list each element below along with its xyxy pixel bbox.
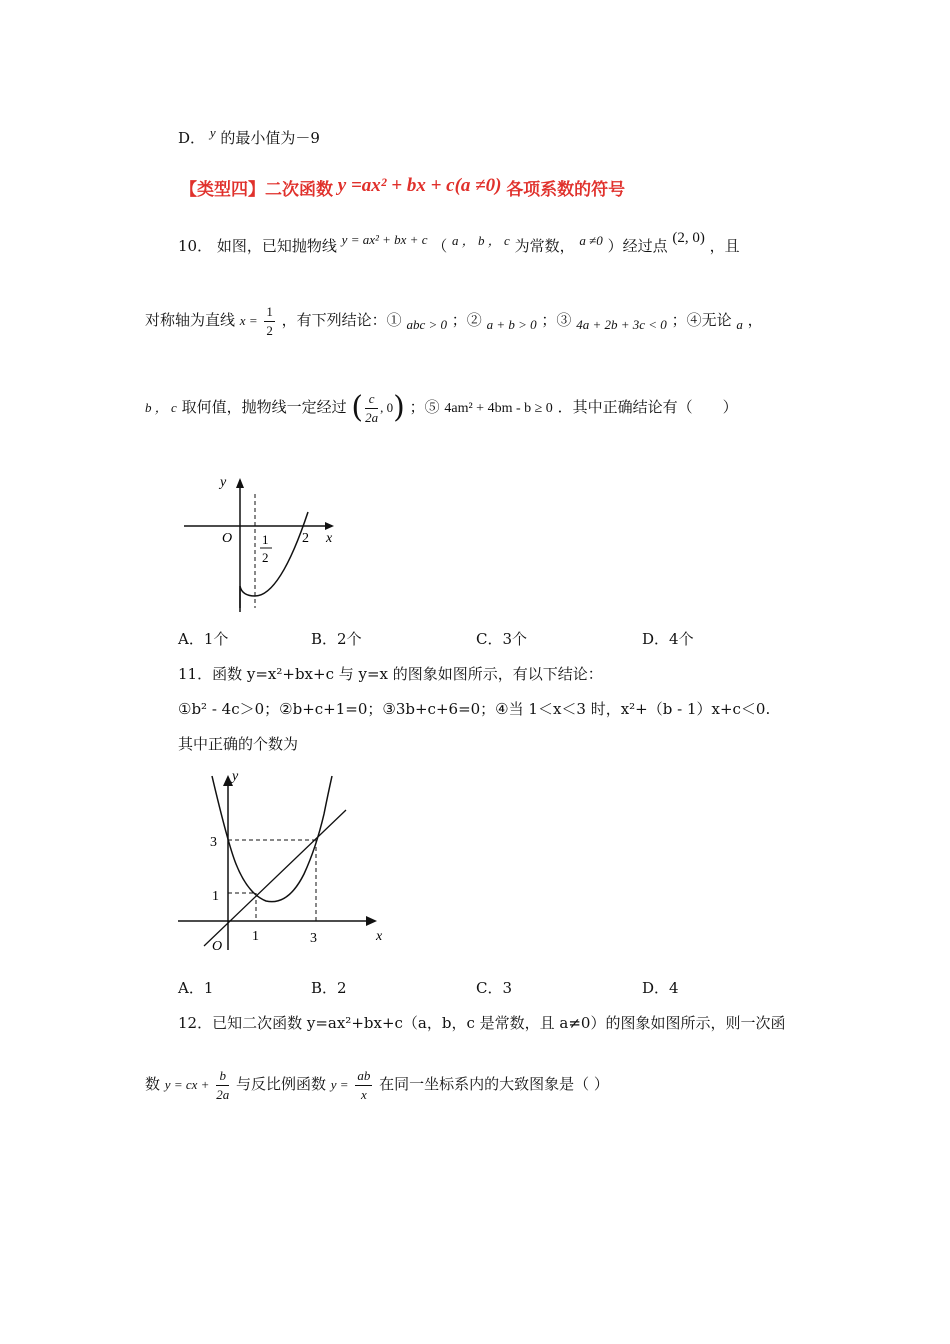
- x-label: x: [376, 929, 383, 944]
- conclusion-5: 4am² + 4bm - b ≥ 0: [444, 401, 553, 416]
- frac-num: ab: [355, 1067, 372, 1086]
- x-label: x: [326, 531, 333, 546]
- constants-vars: a ， b ， c: [452, 233, 510, 248]
- q12-text: 数: [145, 1075, 161, 1093]
- paren-left: (: [351, 390, 364, 425]
- y-label: y: [220, 475, 227, 490]
- q10-text: ，: [747, 311, 763, 329]
- q12-text: 与反比例函数: [235, 1075, 326, 1093]
- section-suffix: 各项系数的符号: [506, 180, 626, 200]
- q10-text: ，有下列结论：①: [281, 311, 402, 329]
- a-nonzero: a ≠0: [579, 233, 603, 248]
- q12-line1: 12．已知二次函数 y=ax²+bx+c（a，b，c 是常数，且 a≠0）的图象如图所示，则一次函: [178, 1014, 786, 1032]
- q9-option-d: [178, 125, 320, 149]
- fraction-c-2a: [365, 390, 378, 427]
- frac-den: 2: [266, 322, 273, 338]
- option-letter: D．: [178, 129, 206, 147]
- option-text: 的最小值为－9: [220, 129, 320, 147]
- x1-label: 1: [252, 929, 259, 944]
- q10-option-d[interactable]: D．4个: [642, 630, 694, 648]
- x-axis-arrow: [325, 522, 334, 530]
- two-label: 2: [302, 531, 309, 546]
- q10-text: ；⑤: [409, 398, 440, 416]
- paren-right: ): [393, 390, 405, 425]
- q11-function-graph: [176, 764, 396, 956]
- fraction-ab-x: [355, 1067, 372, 1104]
- frac-num: 1: [264, 303, 275, 322]
- q10-text: ；④无论: [671, 311, 732, 329]
- section-title: [180, 176, 625, 204]
- inverse-formula-lhs: y =: [330, 1077, 349, 1092]
- q10-text: 如图，已知抛物线: [216, 237, 337, 255]
- q10-text: 对称轴为直线: [145, 311, 236, 329]
- question-number: 10．: [178, 237, 213, 255]
- linear-formula: y = cx +: [164, 1077, 210, 1092]
- q10-line2: [145, 298, 763, 343]
- q11-option-b[interactable]: B．2: [311, 979, 347, 997]
- fraction-half: [264, 303, 275, 340]
- q10-option-c[interactable]: C．3个: [476, 630, 528, 648]
- half-num-label: 1: [262, 532, 269, 547]
- q11-line1: 11．函数 y=x²+bx+c 与 y=x 的图象如图所示，有以下结论：: [178, 665, 603, 683]
- x-axis-arrow: [366, 916, 377, 926]
- section-prefix: 【类型四】二次函数: [180, 180, 333, 200]
- q12-line2: [145, 1062, 609, 1107]
- y3-label: 3: [210, 835, 217, 850]
- q12-text: 在同一坐标系内的大致图象是（ ）: [379, 1075, 609, 1093]
- option-var: y: [209, 125, 216, 140]
- q10-line1: [178, 230, 740, 259]
- conclusion-3: 4a + 2b + 3c < 0: [576, 317, 667, 332]
- q10-text: ，且: [709, 237, 740, 255]
- q11-line2: ①b² - 4c＞0；②b+c+1=0；③3b+c+6=0；④当 1＜x＜3 时，x²+（b - 1）x+c＜0.: [178, 700, 771, 718]
- section-formula: y =ax² + bx + c(a ≠0): [337, 175, 502, 196]
- axis-x: x =: [239, 313, 258, 328]
- q10-text: ）经过点: [607, 237, 668, 255]
- half-den-label: 2: [262, 550, 269, 565]
- parabola-formula: y = ax² + bx + c: [341, 232, 428, 247]
- q10-line3: [145, 384, 738, 432]
- x3-label: 3: [310, 931, 317, 946]
- q11-option-c[interactable]: C．3: [476, 979, 513, 997]
- point-tail: , 0: [380, 400, 394, 415]
- conclusion-4-var: a: [736, 317, 743, 332]
- vars-bc: b ， c: [145, 400, 177, 415]
- origin-label: O: [212, 939, 223, 954]
- frac-num: b: [216, 1067, 229, 1086]
- conclusion-2: a + b > 0: [486, 317, 537, 332]
- frac-den: 2a: [365, 409, 379, 425]
- frac-den: x: [360, 1086, 367, 1102]
- q11-option-d[interactable]: D．4: [642, 979, 679, 997]
- q10-text: ；③: [541, 311, 572, 329]
- q10-text: ．其中正确结论有（ ）: [557, 398, 738, 416]
- q10-text: 取何值，抛物线一定经过: [181, 398, 347, 416]
- y1-label: 1: [212, 889, 219, 904]
- frac-num: c: [365, 390, 378, 409]
- parabola-curve: [212, 776, 332, 902]
- origin-label: O: [222, 531, 233, 546]
- frac-den: 2a: [216, 1086, 230, 1102]
- q10-text: 为常数，: [514, 237, 575, 255]
- point-coords: (2, 0): [672, 230, 705, 246]
- q11-option-a[interactable]: A．1: [178, 979, 214, 997]
- q10-option-a[interactable]: A．1个: [178, 630, 229, 648]
- q11-line3: 其中正确的个数为: [178, 735, 299, 753]
- y-axis-arrow: [236, 478, 244, 488]
- q10-parabola-graph: [180, 470, 350, 620]
- q10-text: （: [432, 237, 448, 255]
- y-label: y: [232, 769, 239, 784]
- fraction-b-2a: [216, 1067, 229, 1104]
- q10-option-b[interactable]: B．2个: [311, 630, 362, 648]
- conclusion-1: abc > 0: [406, 317, 447, 332]
- q10-text: ；②: [451, 311, 482, 329]
